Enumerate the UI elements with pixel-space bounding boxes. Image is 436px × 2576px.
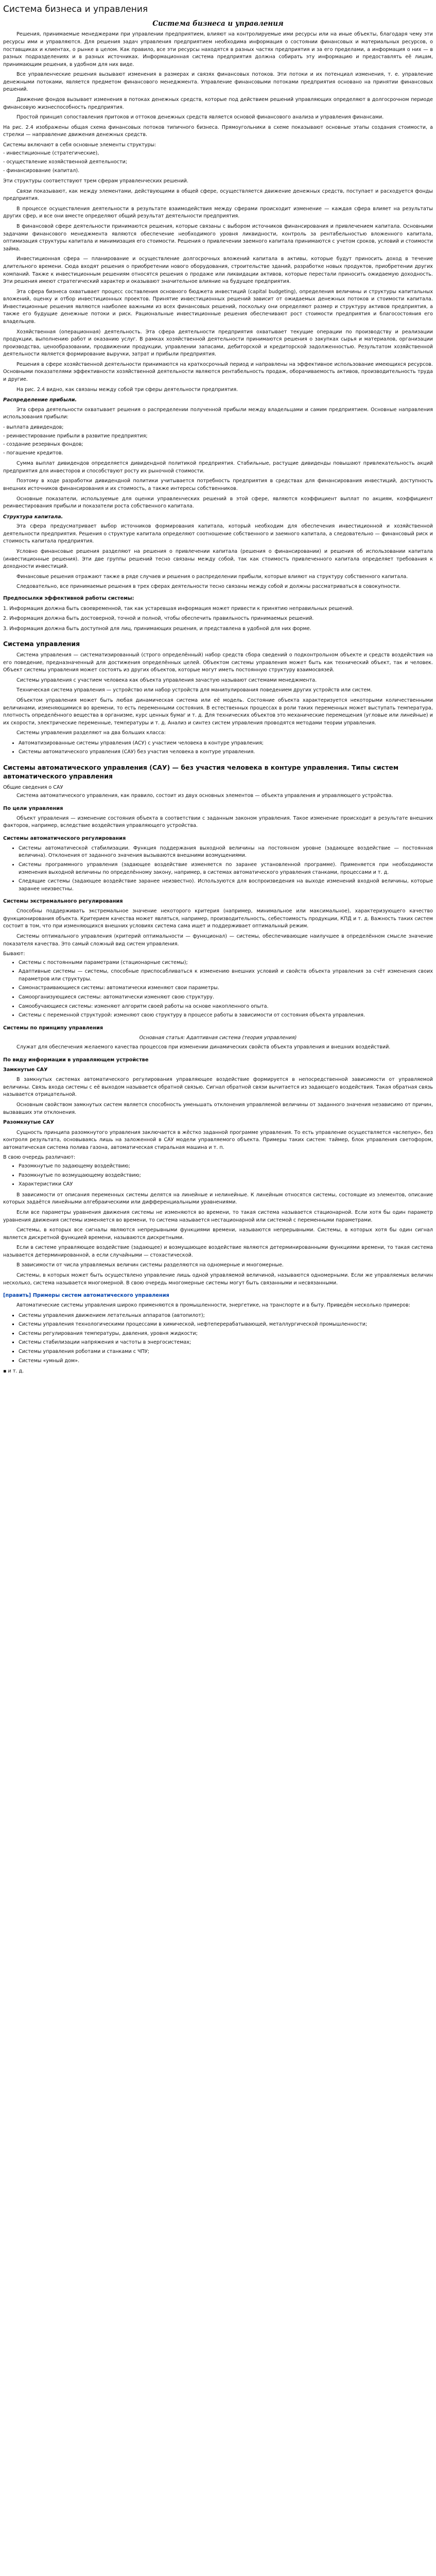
paragraph: Решения в сфере хозяйственной деятельности принимаются на краткосрочный период и направлены на эффективное использование имеющихся ресурсов. Основными показателями эффективности хозяйственной деятельности являются рентабельность продаж, оборачиваемость активов, производительность труда и другие. — [3, 361, 433, 383]
list-item: - выплата дивидендов; — [3, 424, 64, 430]
section-heading: Предпосылки эффективной работы системы: — [3, 595, 134, 601]
list-item: ▪ Системы управления роботами и станками с ЧПУ; — [19, 1348, 433, 1356]
paragraph: Общие сведения о САУ — [3, 784, 63, 790]
paragraph: В процессе осуществления деятельности в результате взаимодействия между сферами происходит изменение — каждая сфера влияет на результаты других сфер, и все они вместе определяют общий результат деятельности предприятия. — [3, 206, 433, 219]
system-classes-list — [3, 740, 433, 756]
paragraph: Связи показывают, как между элементами, действующими в общей сфере, осуществляется движение денежных средств, поступает и расходуется фонды предприятия. — [3, 188, 433, 202]
paragraph: Система автоматического управления, как правило, состоит из двух основных элементов — объекта управления и управляющего устройства. — [16, 793, 393, 799]
list-item: - инвестиционные (стратегические), — [3, 150, 99, 157]
list-item: • Следящие системы (задающее воздействие заранее неизвестно). Используются для воспроизведения на выходе изменений входной величины, которые заранее неизвестны. — [19, 878, 433, 893]
paragraph: Решения, принимаемые менеджерами при управлении предприятием, влияют на контролируемые ими ресурсы или на иные объекты, благодаря чему эти ресурсы ими и управляются. Для решения задач управления предприятием необходима информация о состоянии финансовых и материальных ресурсов, о поставщиках и клиентах, о рынке в целом. Как правило, все эти ресурсы находятся в разных частях предприятия и за его пределами, а информация о них — в разных подразделениях и в разных источниках. Информационная система предприятия должна собирать эту информацию и предоставлять её лицам, принимающим решения, в удобном для них виде. — [3, 31, 433, 67]
section-heading: Замкнутые САУ — [3, 1066, 48, 1073]
paragraph: Движение фондов вызывает изменения в потоках денежных средств, которые под действием решений управляющих определяют в долгосрочном периоде финансовую жизнеспособность предприятия. — [3, 96, 433, 110]
section-heading: Распределение прибыли. — [3, 397, 77, 403]
open-list — [3, 1163, 433, 1189]
paragraph: Сумма выплат дивидендов определяется дивидендной политикой предприятия. Стабильные, растущие дивиденды повышают привлекательность акций предприятия для инвесторов и способствуют росту их рыночной стоимости. — [3, 461, 433, 474]
list-item: - осуществление хозяйственной деятельности; — [3, 159, 128, 165]
list-item: • Самоорганизующиеся системы: автоматически изменяют свою структуру. — [19, 994, 433, 1002]
paragraph: Эта сфера предусматривает выбор источников формирования капитала, который необходим для обеспечения инвестиционной и хозяйственной деятельности предприятия. Решения о структуре капитала определяют соотношение собственного и заемного капитала, а следовательно — финансовый риск и стоимость капитала предприятия. — [3, 523, 433, 545]
list-item: - реинвестирование прибыли в развитие предприятия; — [3, 433, 148, 439]
main-title: Система бизнеса и управления — [152, 19, 284, 28]
types-list — [3, 959, 433, 1020]
paragraph: Объект управления — изменение состояния объекта в соответствии с заданным законом управления. Такое изменение происходит в результате внешних факторов, например, вследствие воздействия управляющего устройства. — [3, 815, 433, 829]
page-title: Система бизнеса и управления — [3, 4, 148, 14]
paragraph: Все управленческие решения вызывают изменения в размерах и связях финансовых потоков. Эти потоки и их потенциал изменения, т. е. управление денежными потоками, является предметом финансового менеджмента. Управление финансовыми потоками предприятия основано на принятии финансовых решений. — [3, 72, 433, 93]
list-item: - финансирование (капитал). — [3, 167, 80, 174]
section-heading: Система управления — [3, 640, 80, 648]
paragraph: Если все параметры уравнения движения системы не изменяются во времени, то такая система называется стационарной. Если хотя бы один параметр уравнения движения системы изменяется во времени, то система называется нестационарной или системой с переменными параметрами. — [3, 1209, 433, 1223]
paragraph: Автоматические системы управления широко применяются в промышленности, энергетике, на транспорте и в быту. Приведём несколько примеров: — [16, 1302, 411, 1309]
list-item: • Разомкнутые по возмущающему воздействию; — [19, 1172, 433, 1180]
list-item: • Системы автоматического управления (САУ) без участия человека в контуре управления. — [19, 749, 433, 756]
paragraph: Системы включают в себя основные элементы структуры: — [3, 142, 156, 148]
list-item: • Характеристики САУ — [19, 1181, 433, 1189]
paragraph: Техническая система управления — устройство или набор устройств для манипулирования поведением других устройств или систем. — [16, 687, 372, 693]
paragraph: Финансовые решения отражают также в ряде случаев и решения о распределении прибыли, которые влияют на структуру собственного капитала. — [16, 573, 408, 580]
list-item: - погашение кредитов. — [3, 450, 63, 456]
paragraph: Инвестиционная сфера — планирование и осуществление долгосрочных вложений капитала в активы, которые будут приносить доход в течение длительного времени. Сюда входят решения о приобретении нового оборудования, строительстве зданий, разработке новых продуктов, приобретении других компаний. Также к инвестиционным решениям относятся решения о продаже или ликвидации активов, которые перестали приносить ожидаемую доходность. Эти решения имеют стратегический характер и оказывают значительное влияние на будущее предприятия. — [3, 256, 433, 285]
paragraph: В зависимости от описания переменных системы делятся на линейные и нелинейные. К линейным относятся системы, состоящие из элементов, описание которых задаётся линейными алгебраическими или дифференциальными уравнениями. — [3, 1192, 433, 1206]
paragraph: В финансовой сфере деятельности принимаются решения, которые связаны с выбором источников финансирования и привлечением капитала. Основными задачами финансового менеджмента являются обеспечение необходимого уровня ликвидности, контроль за рентабельностью вложенного капитала, оптимизация структуры капитала и минимизация его стоимости. Решения о привлечении заемного капитала принимаются с учетом сроков, условий и стоимости займа. — [3, 224, 433, 252]
list-item: • Самонастраивающиеся системы: автоматически изменяют свои параметры. — [19, 985, 433, 992]
paragraph: Если в системе управляющее воздействие (задающее) и возмущающее воздействие являются детерминированными функциями времени, то такая система называется детерминированной, а если случайными — стохастической. — [3, 1245, 433, 1258]
main-article-note: Основная статья: Адаптивная система (теория управления) — [139, 1035, 297, 1041]
section-heading: Структура капитала. — [3, 514, 63, 520]
list-item: • Самообучающиеся системы: изменяют алгоритм своей работы на основе накопленного опыта. — [19, 1003, 433, 1011]
paragraph: Следовательно, все принимаемые решения в трех сферах деятельности тесно связаны между собой и должны рассматриваться в совокупности. — [16, 584, 401, 590]
section-heading: Системы экстремального регулирования — [3, 899, 123, 905]
paragraph: Объектом управления может быть любая динамическая система или её модель. Состояние объекта характеризуется некоторыми количественными величинами, изменяющимися во времени, то есть переменными состояния. В естественных процессах в роли таких переменных может выступать температура, плотность определённого вещества в организме, курс ценных бумаг и т. д. Для технических объектов это механические перемещения (угловые или линейные) и их скорости, электрические переменные, температуры и т. д. Анализ и синтез систем управления проводятся методами теории управления. — [3, 698, 433, 726]
paragraph: Эта сфера бизнеса охватывает процесс составления основного бюджета инвестиций (capital budgeting), определения величины и структуры капитальных вложений, оценку и отбор инвестиционных проектов. Принятие инвестиционных решений зависит от ожидаемых денежных потоков и стоимости капитала. Инвестиционные решения являются наиболее важными из всех финансовых решений, поскольку они определяют размер и структуру активов предприятия, а также его будущие денежные потоки и риск. Рациональные инвестиционные решения обеспечивают рост стоимости предприятия и благосостояния его владельцев. — [3, 289, 433, 325]
paragraph: На рис. 2.4 видно, как связаны между собой три сферы деятельности предприятия. — [16, 386, 238, 393]
section-heading: Системы автоматического регулирования — [3, 836, 126, 841]
examples-list — [3, 1312, 433, 1365]
list-item: 3. Информация должна быть доступной для лиц, принимающих решения, и представлена в удобной для них форме. — [3, 625, 311, 632]
list-item: - создание резервных фондов; — [3, 442, 83, 448]
paragraph: Сущность принципа разомкнутого управления заключается в жёстко заданной программе управления. То есть управление осуществляется «вслепую», без контроля результата, основываясь лишь на заложенной в САУ модели управляемого объекта. Примеры таких систем: таймер, блок управления светофором, автоматическая система полива газона, автоматическая стиральная машина и т. п. — [3, 1129, 433, 1150]
paragraph: Простой принцип сопоставления притоков и оттоков денежных средств является основой финансового анализа и управления финансами. — [16, 114, 384, 121]
list-item: • Системы с постоянными параметрами (стационарные системы); — [19, 959, 433, 967]
list-item: ▪ Системы управления движением летательных аппаратов (автопилот); — [19, 1312, 433, 1320]
paragraph: Системы, в которых может быть осуществлено управление лишь одной управляемой величиной, называются одномерными. Если же управляемых величин несколько, система называется многомерной. В свою очередь многомерные системы могут быть связанными и несвязанными. — [3, 1273, 433, 1286]
section-heading: По виду информации в управляющем устройстве — [3, 1057, 149, 1063]
list-item: • Разомкнутые по задающему воздействию; — [19, 1163, 433, 1171]
paragraph: В замкнутых системах автоматического регулирования управляющее воздействие формируется в непосредственной зависимости от управляемой величины. Связь входа системы с её выходом называется обратной связью. Сигнал обратной связи вычитается из задающего воздействия. Такая обратная связь называется отрицательной. — [3, 1077, 433, 1098]
list-item: ▪ Системы «умный дом». — [19, 1358, 433, 1365]
list-item: • Автоматизированные системы управления (АСУ) с участием человека в контуре управления; — [19, 740, 433, 748]
paragraph: Бывают: — [3, 951, 25, 957]
list-item: • Адаптивные системы — системы, способные приспосабливаться к изменению внешних условий и свойств объекта управления за счёт изменения своих параметров или структуры. — [19, 968, 433, 983]
section-heading: По цели управления — [3, 805, 63, 811]
section-heading: Разомкнутые САУ — [3, 1120, 54, 1126]
list-item: 2. Информация должна быть достоверной, точной и полной, чтобы обеспечить правильность принимаемых решений. — [3, 616, 314, 622]
list-item: 1. Информация должна быть своевременной, так как устаревшая информация может привести к принятию неправильных решений. — [3, 605, 354, 612]
footer-note: ▪ и т. д. — [3, 1368, 24, 1375]
paragraph: На рис. 2.4 изображены общая схема финансовых потоков типичного бизнеса. Прямоугольники в схеме показывают основные этапы создания стоимости, а стрелки — направление движения денежных средств. — [3, 124, 433, 138]
paragraph: Системы управления с участием человека как объекта управления зачастую называют системами менеджмента. — [16, 677, 317, 683]
paragraph: Система управления — систематизированный (строго определённый) набор средств сбора сведений о подконтрольном объекте и средств воздействия на его поведение, предназначенный для достижения определённых целей. Объектом системы управления может быть как технический объект, так и человек. Объект системы управления может состоять из других объектов, которые могут иметь постоянную структуру взаимосвязей. — [3, 652, 433, 673]
regulation-list — [3, 845, 433, 893]
paragraph: Эти структуры соответствуют трем сферам управленческих решений. — [3, 178, 189, 184]
paragraph: Основным свойством замкнутых систем является способность уменьшать отклонения управляемой величины от заданного значения независимо от причин, вызвавших эти отклонения. — [3, 1102, 433, 1115]
paragraph: Условно финансовые решения разделяют на решения о привлечении капитала (решения о финансировании) и решения об использовании капитала (инвестиционные решения). Эти две группы решений тесно связаны между собой, так как стоимость привлеченного капитала определяет требования к доходности инвестиций. — [3, 549, 433, 570]
list-item: • Системы с переменной структурой: изменяют свою структуру в процессе работы в зависимости от состояния объекта управления. — [19, 1012, 433, 1020]
list-item: ▪ Системы регулирования температуры, давления, уровня жидкости; — [19, 1330, 433, 1338]
list-item: • Системы автоматической стабилизации. Функция поддержания выходной величины на постоянном уровне (задающее воздействие — постоянная величина). Отклонения от заданного значения вызываются внешними возмущениями. — [19, 845, 433, 860]
examples-heading-link[interactable]: [править] Примеры систем автоматического управления — [3, 1293, 169, 1299]
paragraph: Системы оптимального управления (критерий оптимальности — функционал) — системы, обеспечивающие наилучшее в определённом смысле значение показателя качества. Это самый сложный вид систем управления. — [3, 933, 433, 947]
section-heading: Системы по принципу управления — [3, 1025, 103, 1031]
list-item: ▪ Системы стабилизации напряжения и частоты в энергосистемах; — [19, 1339, 433, 1347]
paragraph: В свою очередь различают: — [3, 1155, 76, 1161]
paragraph: Служат для обеспечения желаемого качества процессов при изменении динамических свойств объекта управления и внешних воздействий. — [16, 1044, 391, 1050]
paragraph: В зависимости от числа управляемых величин системы разделяются на одномерные и многомерные. — [16, 1262, 284, 1268]
paragraph: Основные показатели, используемые для оценки управленческих решений в этой сфере, являются коэффициент выплат по акциям, коэффициент реинвестирования прибыли и показатели роста собственного капитала. — [3, 496, 433, 510]
paragraph: Эта сфера деятельности охватывает решения о распределении полученной прибыли между владельцами и самим предприятием. Основные направления использования прибыли: — [3, 406, 433, 420]
paragraph: Способны поддерживать экстремальное значение некоторого критерия (например, минимальное или максимальное), характеризующего качество функционирования объекта. Критерием качества может являться, например, производительность, себестоимость продукции, КПД и т. д. Важность таких систем состоит в том, что при изменяющихся внешних условиях система сама ищет и поддерживает оптимальный режим. — [3, 908, 433, 929]
section-heading: Системы автоматического управления (САУ) — без участия человека в контуре управления. Типы систем автоматического управления — [3, 764, 399, 780]
paragraph: Системы, в которых все сигналы являются непрерывными функциями времени, называются непрерывными. Системы, в которых хотя бы один сигнал является дискретной функцией времени, называются дискретными. — [3, 1227, 433, 1241]
paragraph: Системы управления разделяют на два больших класса: — [16, 730, 166, 736]
list-item: ▪ Системы управления технологическими процессами в химической, нефтеперерабатывающей, металлургической промышленности; — [19, 1321, 433, 1329]
list-item: • Системы программного управления (задающее воздействие изменяется по заранее установленной программе). Применяется при необходимости изменения выходной величины по определённому закону, например, в системах автоматического управления станками, процессами и т. д. — [19, 861, 433, 876]
paragraph: Хозяйственная (операционная) деятельность. Эта сфера деятельности предприятия охватывает текущие операции по производству и реализации продукции, выполнению работ и оказанию услуг. В рамках хозяйственной деятельности принимаются решения о закупках сырья и материалов, организации производства, ценообразовании, продвижении продукции, управлении запасами, дебиторской и кредиторской задолженностью. Результатом хозяйственной деятельности является формирование выручки, затрат и прибыли предприятия. — [3, 329, 433, 358]
paragraph: Поэтому в ходе разработки дивидендной политики учитывается потребность предприятия в средствах для финансирования инвестиций, доступность внешних источников финансирования и их стоимость, а также интересы собственников. — [3, 478, 433, 492]
